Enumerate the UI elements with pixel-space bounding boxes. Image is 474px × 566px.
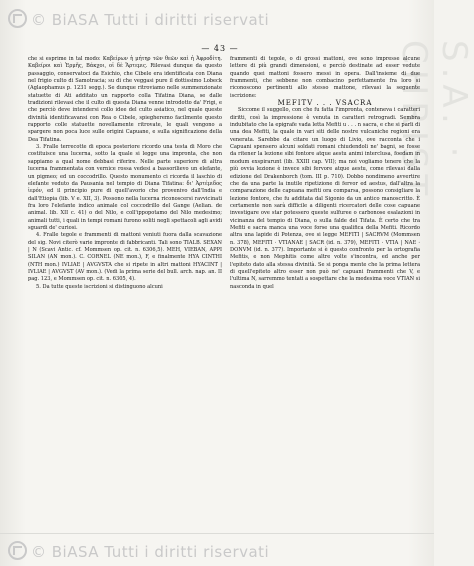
watermark-top: © BiASA Tutti i diritti riservati	[8, 9, 269, 29]
library-seal-watermark: S.A. · CHRIST	[394, 40, 474, 202]
paragraph: 4. Fralle tegole e frammenti di mattoni veniuti fuora dalla scavazione del sig. Novi citerò varie impronte di fabbricanti. Tali sono TIALB. SEXAN | N (Scavi Antic. cf. Mommsen op. cit. n. 6306,5). MEH, VIEBAN, APPI SILAN (AN mon.). C. CORNEL (NE mon.), F, e finalmente HYA CINTHI (NTH mon.) IVLIAE | AVGVSTA che si ripete in altri mattoni HYACINT | IVLIAE | AVGVST (AV mon.). (Vedi la prima serie del bull. arch. nap. an. II pag. 123, e Mommsen op. cit. n. 6305, 4).	[28, 232, 222, 283]
paragraph: Siccome il suggello, con che fu fatta l'impronta, conteneva i caratteri diritti, così la impressione è venuta in caratteri retrogradi. Sembra indubitato che la epigrafe vada letta Mefiti u . . . n sacra, e che si parli di una dea Mefiti, la quale in vari siti delle nostre vulcaniche regioni era venerata. Sarebbe da citare un luogo di Livio, ove racconta che i Capuani spensero alcuni soldati romani chiudendoli ne' bagni, se fosse da ritener la lezione sibi fontore atque aestu animi interclusa, foedam in modum exspirarunt (lib. XXIII cap. VII); ma noi vogliamo tenere che la più ovvia lezione è invece sibi fervore atque aestu, come rilevasi dalla edizione del Drakenborch (tom. III p. 710). Dobbo nondimeno avvertire che da una parte la inutile ripetizione di fervor ed aestus, dall'altra la comparazione delle capuana mefiti ora comparsa, possono consigliare la lezione fontore, che fu additata dal Sigonio da un antico manoscritto. È certamente non sarà difficile a diligenti ricercatori delle cose capuane investigare ove star potessero queste sulfuree o carbonose esalazioni in vicinanza del tempio di Diana, o sulla falde del Tifata. È certo che tra Mefiti e sacra manca una voce forse una qualifica della Mefiti. Ricordo altra una lapide di Potenza, ove si legge MEFITI | SACRVM (Mommsen n. 378), MEFITI · VTIANAE | SACR (id. n. 379), MEFITI · VTIA | NAE · DONVM (id. n. 377). Importante si è questo confronto per la ortografia Mefitis, e non Mephitis come altre volte s'incontra, ed anche per l'epiteto dato alla stessa divinità. Se si ponga mente che la prima lettera di quell'epiteto altro esser non può ne' capuani frammenti che V, e l'ultima N, sarremmo tentati a sospettare che la medesima voce VTIAN si nasconda in quel	[230, 107, 420, 290]
paragraph: 5. Da tutte queste iscrizioni si distinguono alcuni	[36, 283, 163, 290]
right-column	[230, 56, 420, 291]
footer-divider	[0, 533, 434, 534]
inscription-heading: MEFITV . . . VSACRA	[277, 99, 373, 108]
paragraph: frammenti di tegole, o di grossi mattoni, ove sono impresse alcune lettere di più grandi dimensioni, e perciò destinate ad esser vedute quando quei mattoni fossero messi in opera. Dall'insieme di due frammenti, che sebbene non combacino perfettamente fra loro si riconoscono pertinenti allo stesso mattone, rilevasi la seguente iscrizione:	[230, 56, 420, 99]
paragraph: 3. Fralle terrecotte di epoca posteriore ricordo una testa di Moro che costituisce una lucerna, sotto la quale si legge una impronta, che non sappiamo a qual nome debbasi riferire. Nelle parte superiore di altra lucerna frammentata con vernice rossa vedesi a bassorilievo un elefante, un pigmeo; ed un coccodrillo. Questo monumento ci ricorda il laschio di elefante veduto da Pausania nel tempio di Diana Tifatina: δι' Ἀρτέμιδος ἱερόν, ed il principio pure di quell'avorio che provenivo dall'India e dall'Etiopia (lib. V e. XII, 3). Possono nella lucerna riconoscersi ravvicinati fra loro l'elefante indico animale col coccodrillo del Gange (Aelian. de animal. lib. XII c. 41) o del Nilo, e coll'ippopotamo del Nilo medesimo; animali tutti, i quali in tempi romani furono soliti negli spettacoli agli avidi sguardi de' curiosi.	[28, 144, 222, 231]
biasa-logo-icon	[8, 9, 27, 28]
biasa-logo-icon	[8, 541, 27, 560]
left-column	[28, 56, 222, 291]
page-number: — 43 —	[201, 44, 239, 53]
watermark-bottom: © BiASA Tutti i diritti riservati	[8, 541, 269, 561]
paragraph: che si esprime in tal modo: Καβείρων ἡ μήτηρ τῶν θεῶν καὶ ἡ Ἀφροδίτη. Καβείροι καὶ Ἑρμῆς, Βάκχοι, οἱ δὲ Ἄρτεμις. Rilevasi dunque da questo passaggio, conservatoci da Esichio, che Cibele era identificata con Diana nel frigio culto di Samotracia; su di che veggasi pure il dottissimo Lobeck (Aglaophamus p. 1231 segg.). Se dunque ritroviamo nelle summenzionate statuette di Ati additato un rapporto colla Tifatina Diana, se dalle tradizioni rilevasi che il culto di questa Diana venne introdotto da' Frigi, e che perciò deve intendersi collo idee del culto asiatico, nel quale queste divinità identificavansi con Rea o Cibele, spiegheremo facilmente questo rapporto colle statuette novellamente ritrovate, le quali vengono a spargere non poca luce sulle origini Capuane, e sulla significazione della Dea Tifatina.	[28, 56, 222, 143]
